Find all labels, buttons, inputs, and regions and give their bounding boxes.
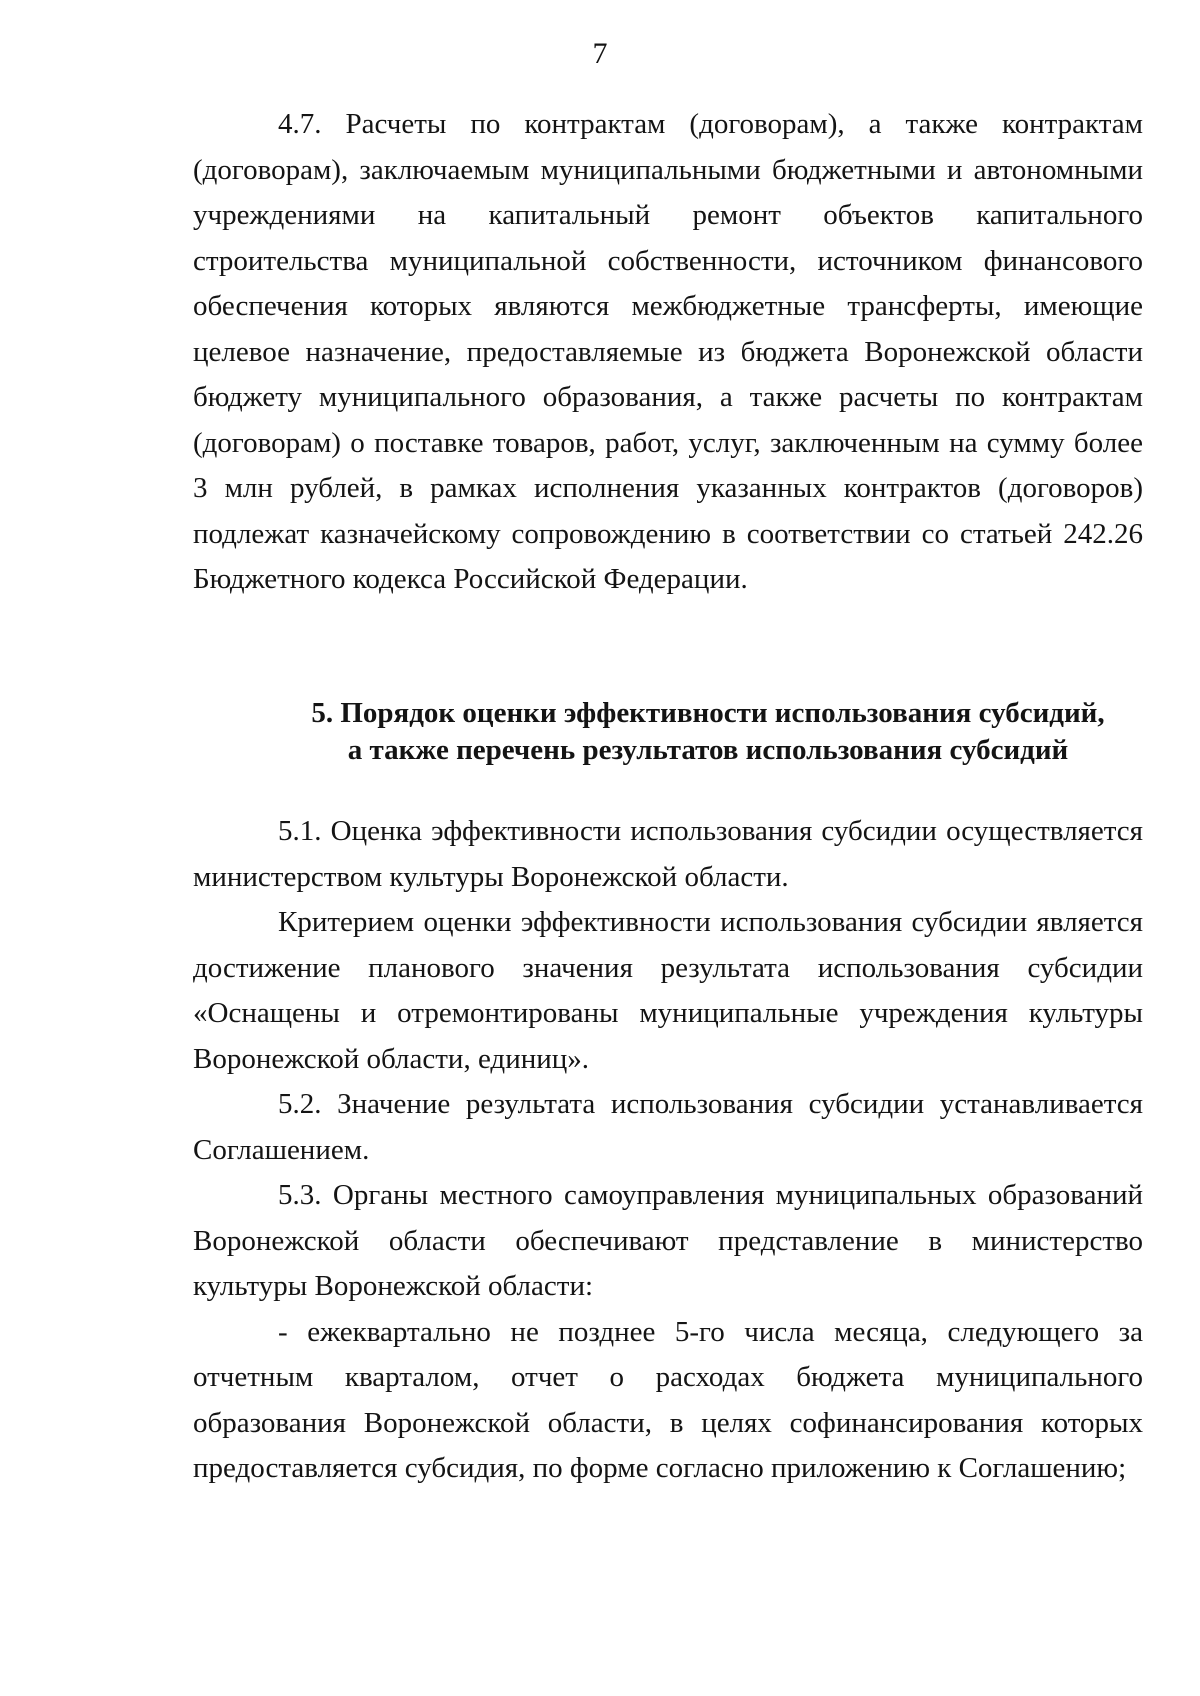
section-5-heading: [193, 695, 1143, 769]
page-number: 7: [592, 37, 608, 70]
paragraph-5-3: 5.3. Органы местного самоуправления муниципальных образований Воронежской области обеспечивают представление в министерство культуры Воронежской области:: [193, 1179, 1143, 1302]
section-5-body: [193, 809, 1143, 1492]
section-5-heading-line-2: а также перечень результатов использования субсидий: [347, 734, 1069, 766]
paragraph-criterion: Критерием оценки эффективности использования субсидии является достижение планового значения результата использования субсидии «Оснащены и отремонтированы муниципальные учреждения культуры Воронежской области, единиц».: [193, 906, 1143, 1075]
paragraph-4-7: 4.7. Расчеты по контрактам (договорам), а также контрактам (договорам), заключаемым муниципальными бюджетными и автономными учреждениями на капитальный ремонт объектов капитального строительства муниципальной собственности, источником финансового обеспечения которых являются межбюджетные трансферты, имеющие целевое назначение, предоставляемые из бюджета Воронежской области бюджету муниципального образования, а также расчеты по контрактам (договорам) о поставке товаров, работ, услуг, заключенным на сумму более 3 млн рублей, в рамках исполнения указанных контрактов (договоров) подлежат казначейскому сопровождению в соответствии со статьей 242.26 Бюджетного кодекса Российской Федерации.: [193, 108, 1143, 595]
paragraph-5-2: 5.2. Значение результата использования субсидии устанавливается Соглашением.: [193, 1088, 1143, 1166]
paragraph-bullet-1: - ежеквартально не позднее 5-го числа месяца, следующего за отчетным кварталом, отчет о расходах бюджета муниципального образования Воронежской области, в целях софинансирования которых предоставляется субсидия, по форме согласно приложению к Соглашению;: [193, 1315, 1143, 1484]
section-4-7-block: [193, 102, 1143, 603]
paragraph-5-1: 5.1. Оценка эффективности использования субсидии осуществляется министерством культуры Воронежской области.: [193, 815, 1143, 893]
section-5-heading-line-1: 5. Порядок оценки эффективности использования субсидий,: [311, 697, 1105, 729]
